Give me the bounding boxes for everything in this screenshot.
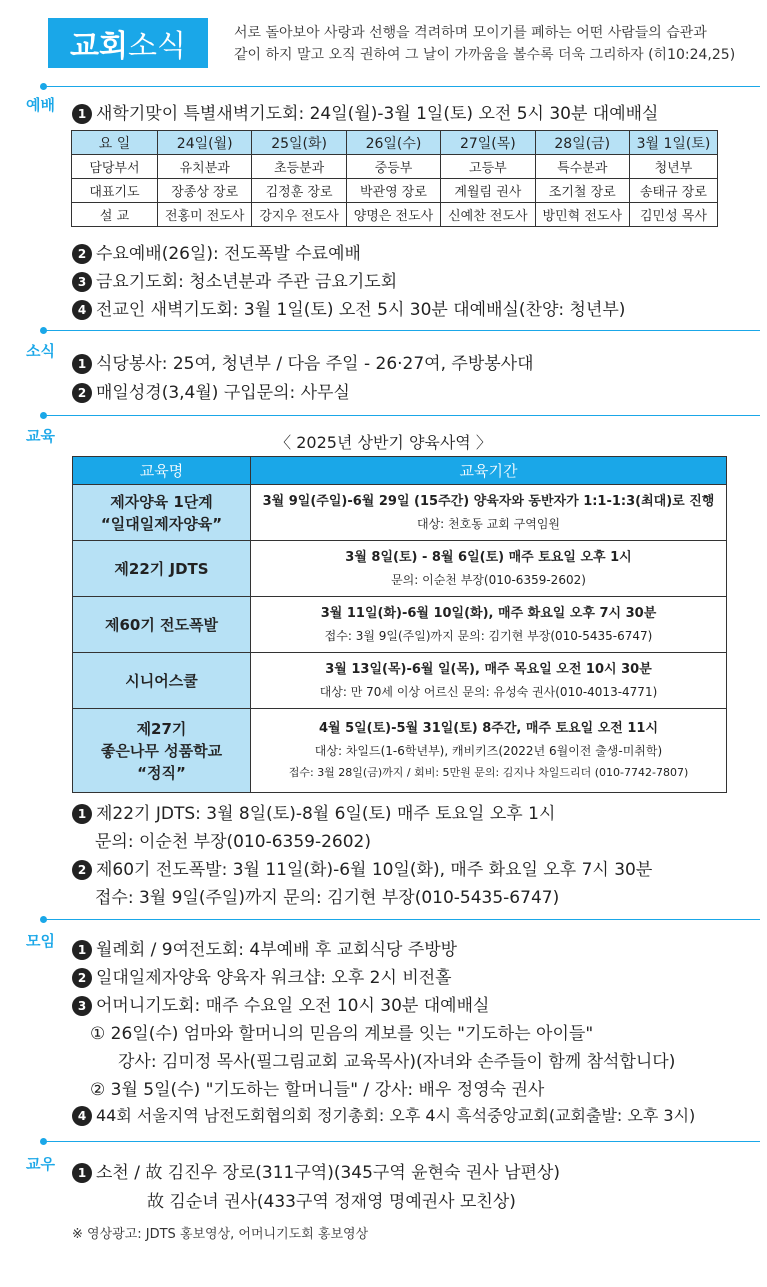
table-cell: 김민성 목사 bbox=[629, 203, 717, 227]
table-cell: 방민혁 전도사 bbox=[535, 203, 629, 227]
course-period-main: 3월 11일(화)-6월 10일(화), 매주 화요일 오후 7시 30분 bbox=[320, 605, 657, 621]
news-item-1 bbox=[72, 349, 534, 374]
table-header-row bbox=[73, 457, 727, 485]
education-item-text: 제22기 JDTS: 3월 8일(토)-8월 6일(토) 매주 토요일 오후 1시 bbox=[96, 804, 556, 824]
page-title-light: 소식 bbox=[128, 29, 186, 64]
table-cell: 유치분과 bbox=[158, 155, 252, 179]
education-item-1 bbox=[72, 799, 555, 824]
course-period bbox=[251, 541, 727, 597]
verse-line-1: 서로 돌아보아 사랑과 선행을 격려하며 모이기를 폐하는 어떤 사람들의 습관과 bbox=[234, 25, 707, 41]
verse-line-2: 같이 하지 말고 오직 권하여 그 날이 가까움을 볼수록 더욱 그리하자 (히10:24,25) bbox=[234, 47, 736, 63]
course-period-main: 3월 8일(토) - 8월 6일(토) 매주 토요일 오후 1시 bbox=[345, 549, 632, 565]
table-cell: 대표기도 bbox=[72, 179, 158, 203]
course-period-main: 4월 5일(토)-5월 31일(토) 8주간, 매주 토요일 오전 11시 bbox=[318, 720, 659, 736]
table-cell: 장종상 장로 bbox=[158, 179, 252, 203]
number-badge: 1 bbox=[72, 804, 92, 824]
number-badge: 3 bbox=[72, 272, 92, 292]
number-badge: 2 bbox=[72, 244, 92, 264]
number-badge: 4 bbox=[72, 1106, 92, 1126]
course-period bbox=[251, 597, 727, 653]
course-period-detail: 접수: 3월 28일(금)까지 / 회비: 5만원 문의: 김지나 차일드리더 (010-7742-7807) bbox=[288, 765, 689, 779]
table-cell: 담당부서 bbox=[72, 155, 158, 179]
worship-item-text: 금요기도회: 청소년분과 주관 금요기도회 bbox=[96, 272, 398, 292]
table-cell: 중등부 bbox=[346, 155, 440, 179]
number-badge: 2 bbox=[72, 383, 92, 403]
table-header-row bbox=[72, 131, 718, 155]
video-ad-note: ※ 영상광고: JDTS 홍보영상, 어머니기도회 홍보영상 bbox=[72, 1227, 369, 1242]
worship-item-text: 새학기맞이 특별새벽기도회: 24일(월)-3월 1일(토) 오전 5시 30분 대예배실 bbox=[96, 104, 659, 124]
number-badge: 4 bbox=[72, 300, 92, 320]
section-label-worship: 예배 bbox=[26, 96, 55, 114]
table-cell: 설 교 bbox=[72, 203, 158, 227]
table-header-cell: 26일(수) bbox=[346, 131, 440, 155]
section-divider-education bbox=[44, 415, 760, 416]
course-name bbox=[73, 653, 251, 709]
number-badge: 1 bbox=[72, 1163, 92, 1183]
table-header-cell: 교육명 bbox=[73, 457, 251, 485]
table-cell: 전홍미 전도사 bbox=[158, 203, 252, 227]
course-name-line: 제27기 bbox=[136, 719, 187, 738]
table-cell: 양명은 전도사 bbox=[346, 203, 440, 227]
worship-item-2 bbox=[72, 239, 361, 264]
course-name bbox=[73, 485, 251, 541]
worship-item-text: 수요예배(26일): 전도폭발 수료예배 bbox=[96, 244, 361, 264]
meeting-item-3 bbox=[72, 991, 489, 1016]
number-badge: 1 bbox=[72, 940, 92, 960]
section-label-fellowship: 교우 bbox=[26, 1155, 55, 1173]
table-cell: 송태규 장로 bbox=[629, 179, 717, 203]
number-badge: 1 bbox=[72, 354, 92, 374]
section-divider-news bbox=[44, 330, 760, 331]
meeting-item-text: 월례회 / 9여전도회: 4부예배 후 교회식당 주방방 bbox=[96, 940, 458, 960]
table-cell: 김정훈 장로 bbox=[252, 179, 346, 203]
bible-verse bbox=[234, 22, 754, 66]
worship-item-1 bbox=[72, 99, 658, 124]
course-period bbox=[251, 709, 727, 793]
meeting-sub-1: ① 26일(수) 엄마와 할머니의 믿음의 계보를 잇는 "기도하는 아이들" bbox=[90, 1024, 594, 1044]
meeting-sub-2: ② 3월 5일(수) "기도하는 할머니들" / 강사: 배우 정영숙 권사 bbox=[90, 1080, 545, 1100]
meeting-item-text: 일대일제자양육 양육자 워크샵: 오후 2시 비전홀 bbox=[96, 968, 452, 988]
table-header-cell: 27일(목) bbox=[441, 131, 535, 155]
table-cell: 신예찬 전도사 bbox=[441, 203, 535, 227]
course-period-detail: 접수: 3월 9일(주일)까지 문의: 김기현 부장(010-5435-6747) bbox=[324, 628, 653, 643]
worship-item-4 bbox=[72, 295, 625, 320]
table-row bbox=[72, 179, 718, 203]
meeting-item-2 bbox=[72, 963, 452, 988]
section-label-news: 소식 bbox=[26, 342, 55, 360]
table-header-cell: 24일(월) bbox=[158, 131, 252, 155]
course-name-line: 시니어스쿨 bbox=[125, 671, 198, 690]
course-name bbox=[73, 709, 251, 793]
course-period-detail: 문의: 이순천 부장(010-6359-2602) bbox=[391, 572, 586, 587]
number-badge: 2 bbox=[72, 968, 92, 988]
course-period-main: 3월 9일(주일)-6월 29일 (15주간) 양육자와 동반자가 1:1-1:3(최대)로 진행 bbox=[262, 493, 715, 509]
worship-item-3 bbox=[72, 267, 397, 292]
fellowship-item-1 bbox=[72, 1158, 560, 1183]
page-title bbox=[48, 18, 208, 68]
education-table bbox=[72, 456, 727, 793]
news-item-text: 식당봉사: 25여, 청년부 / 다음 주일 - 26·27여, 주방봉사대 bbox=[96, 354, 534, 374]
meeting-item-1 bbox=[72, 935, 457, 960]
meeting-item-4 bbox=[72, 1103, 695, 1126]
table-cell: 고등부 bbox=[441, 155, 535, 179]
table-header-cell: 요 일 bbox=[72, 131, 158, 155]
table-header-cell: 3월 1일(토) bbox=[629, 131, 717, 155]
news-item-2 bbox=[72, 378, 350, 403]
number-badge: 3 bbox=[72, 996, 92, 1016]
section-divider-fellowship bbox=[44, 1141, 760, 1142]
table-row bbox=[73, 541, 727, 597]
course-name-line: 제22기 JDTS bbox=[114, 559, 209, 578]
section-label-education: 교육 bbox=[26, 427, 55, 445]
table-cell: 초등분과 bbox=[252, 155, 346, 179]
fellowship-item-text: 소천 / 故 김진우 장로(311구역)(345구역 윤현숙 권사 남편상) bbox=[96, 1163, 560, 1183]
course-period-detail: 대상: 차일드(1-6학년부), 캐비키즈(2022년 6월이전 출생-미취학) bbox=[314, 743, 663, 758]
number-badge: 2 bbox=[72, 860, 92, 880]
worship-item-text: 전교인 새벽기도회: 3월 1일(토) 오전 5시 30분 대예배실(찬양: 청년부) bbox=[96, 300, 626, 320]
table-cell: 강지우 전도사 bbox=[252, 203, 346, 227]
table-row bbox=[73, 485, 727, 541]
table-row bbox=[73, 709, 727, 793]
table-row bbox=[72, 203, 718, 227]
table-cell: 박관영 장로 bbox=[346, 179, 440, 203]
table-cell: 계월림 권사 bbox=[441, 179, 535, 203]
course-name bbox=[73, 597, 251, 653]
course-period-detail: 대상: 천호동 교회 구역임원 bbox=[417, 516, 560, 531]
education-item-text: 제60기 전도폭발: 3월 11일(화)-6월 10일(화), 매주 화요일 오후 7시 30분 bbox=[96, 860, 653, 880]
news-item-text: 매일성경(3,4월) 구입문의: 사무실 bbox=[96, 383, 350, 403]
course-period-detail: 대상: 만 70세 이상 어르신 문의: 유성숙 권사(010-4013-4771) bbox=[319, 684, 658, 699]
table-cell: 청년부 bbox=[629, 155, 717, 179]
education-item-2-cont: 접수: 3월 9일(주일)까지 문의: 김기현 부장(010-5435-6747) bbox=[95, 888, 560, 908]
course-period bbox=[251, 653, 727, 709]
course-name-line: 제자양육 1단계 bbox=[110, 492, 213, 511]
section-label-meeting: 모임 bbox=[26, 932, 55, 950]
education-item-2 bbox=[72, 855, 652, 880]
course-name-line: 좋은나무 성품학교 bbox=[100, 741, 223, 760]
table-row bbox=[73, 653, 727, 709]
meeting-item-text: 44회 서울지역 남전도회협의회 정기총회: 오후 4시 흑석중앙교회(교회출발: 오후 3시) bbox=[96, 1106, 696, 1125]
meeting-sub-1-cont: 강사: 김미정 목사(필그림교회 교육목사)(자녀와 손주들이 함께 참석합니다) bbox=[118, 1052, 676, 1072]
table-header-cell: 교육기간 bbox=[251, 457, 727, 485]
section-divider-worship bbox=[44, 86, 760, 87]
page-title-bold: 교회 bbox=[70, 29, 128, 64]
course-name-line: “일대일제자양육” bbox=[100, 514, 223, 533]
table-cell: 조기철 장로 bbox=[535, 179, 629, 203]
fellowship-item-1-cont: 故 김순녀 권사(433구역 정재영 명예권사 모친상) bbox=[147, 1192, 516, 1212]
section-divider-meeting bbox=[44, 919, 760, 920]
table-row bbox=[73, 597, 727, 653]
number-badge: 1 bbox=[72, 104, 92, 124]
education-title: 〈 2025년 상반기 양육사역 〉 bbox=[275, 433, 492, 452]
meeting-item-text: 어머니기도회: 매주 수요일 오전 10시 30분 대예배실 bbox=[96, 996, 490, 1016]
prayer-schedule-table bbox=[71, 130, 718, 227]
table-row bbox=[72, 155, 718, 179]
table-cell: 특수분과 bbox=[535, 155, 629, 179]
education-item-1-cont: 문의: 이순천 부장(010-6359-2602) bbox=[95, 832, 371, 852]
course-name bbox=[73, 541, 251, 597]
table-header-cell: 28일(금) bbox=[535, 131, 629, 155]
course-period-main: 3월 13일(목)-6월 일(목), 매주 목요일 오전 10시 30분 bbox=[325, 661, 652, 677]
course-name-line: “정직” bbox=[137, 763, 186, 782]
course-period bbox=[251, 485, 727, 541]
course-name-line: 제60기 전도폭발 bbox=[104, 615, 219, 634]
table-header-cell: 25일(화) bbox=[252, 131, 346, 155]
